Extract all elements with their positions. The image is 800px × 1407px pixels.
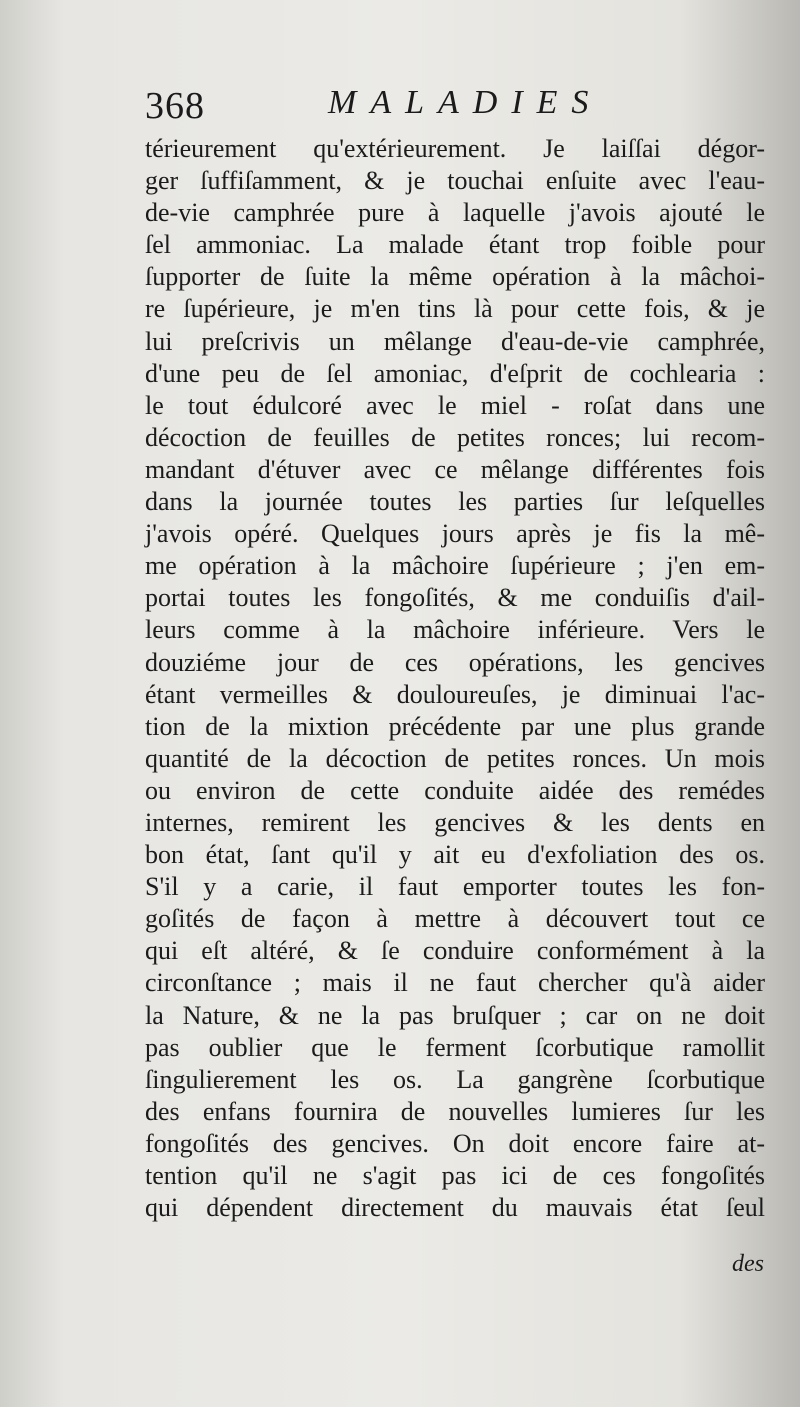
text-line: bon état, ſant qu'il y ait eu d'exfoliation des os.: [145, 840, 765, 870]
text-line: leurs comme à la mâchoire inférieure. Vers le: [145, 615, 765, 645]
catchword: des: [732, 1251, 764, 1277]
text-line: pas oublier que le ferment ſcorbutique ramollit: [145, 1032, 765, 1062]
text-line: le tout édulcoré avec le miel - roſat dans une: [145, 390, 765, 420]
text-line: portai toutes les fongoſités, & me conduiſis d'ail-: [145, 583, 765, 613]
text-line: ſingulierement les os. La gangrène ſcorbutique: [145, 1064, 765, 1094]
text-line: ou environ de cette conduite aidée des remédes: [145, 775, 765, 805]
text-line: de-vie camphrée pure à laquelle j'avois ajouté le: [145, 198, 765, 228]
text-line: térieurement qu'extérieurement. Je laiſſai dégor-: [145, 134, 765, 163]
text-line: circonſtance ; mais il ne faut chercher qu'à aider: [145, 968, 765, 998]
text-line: quantité de la décoction de petites ronces. Un mois: [145, 743, 765, 773]
text-line: des enfans fournira de nouvelles lumieres ſur les: [145, 1096, 765, 1126]
text-line: j'avois opéré. Quelques jours après je fis la mê-: [145, 519, 765, 549]
text-line: décoction de feuilles de petites ronces; lui recom-: [145, 422, 765, 452]
text-line: qui eſt altéré, & ſe conduire conformément à la: [145, 936, 765, 966]
text-line: étant vermeilles & douloureuſes, je diminuai l'ac-: [145, 679, 765, 709]
text-line: tention qu'il ne s'agit pas ici de ces fongoſités: [145, 1161, 765, 1190]
text-line: internes, remirent les gencives & les dents en: [145, 807, 765, 837]
text-line: ſupporter de ſuite la même opération à la mâchoi-: [145, 262, 765, 292]
text-line: qui dépendent directement du mauvais état ſeul: [145, 1193, 765, 1223]
page-header: [145, 82, 785, 130]
text-line: ſel ammoniac. La malade étant trop foible pour: [145, 230, 765, 260]
text-line: me opération à la mâchoire ſupérieure ; j'en em-: [145, 551, 765, 581]
text-line: mandant d'étuver avec ce mêlange différentes fois: [145, 454, 765, 484]
text-line: re ſupérieure, je m'en tins là pour cette fois, & je: [145, 294, 765, 324]
text-line: S'il y a carie, il faut emporter toutes les fon-: [145, 872, 765, 902]
text-line: goſités de façon à mettre à découvert tout ce: [145, 904, 765, 934]
text-line: douziéme jour de ces opérations, les gencives: [145, 647, 765, 677]
text-line: d'une peu de ſel amoniac, d'eſprit de cochlearia :: [145, 358, 765, 388]
text-line: ger ſuffiſamment, & je touchai enſuite avec l'eau-: [145, 166, 765, 196]
text-line: tion de la mixtion précédente par une plus grande: [145, 711, 765, 741]
text-line: fongoſités des gencives. On doit encore faire at-: [145, 1128, 765, 1158]
running-head: MALADIES: [328, 84, 603, 121]
text-line: dans la journée toutes les parties ſur leſquelles: [145, 487, 765, 517]
text-line: la Nature, & ne la pas bruſquer ; car on ne doit: [145, 1000, 765, 1030]
body-text: [145, 133, 765, 1224]
page-number: 368: [145, 85, 205, 127]
text-line: lui preſcrivis un mêlange d'eau-de-vie camphrée,: [145, 326, 765, 356]
